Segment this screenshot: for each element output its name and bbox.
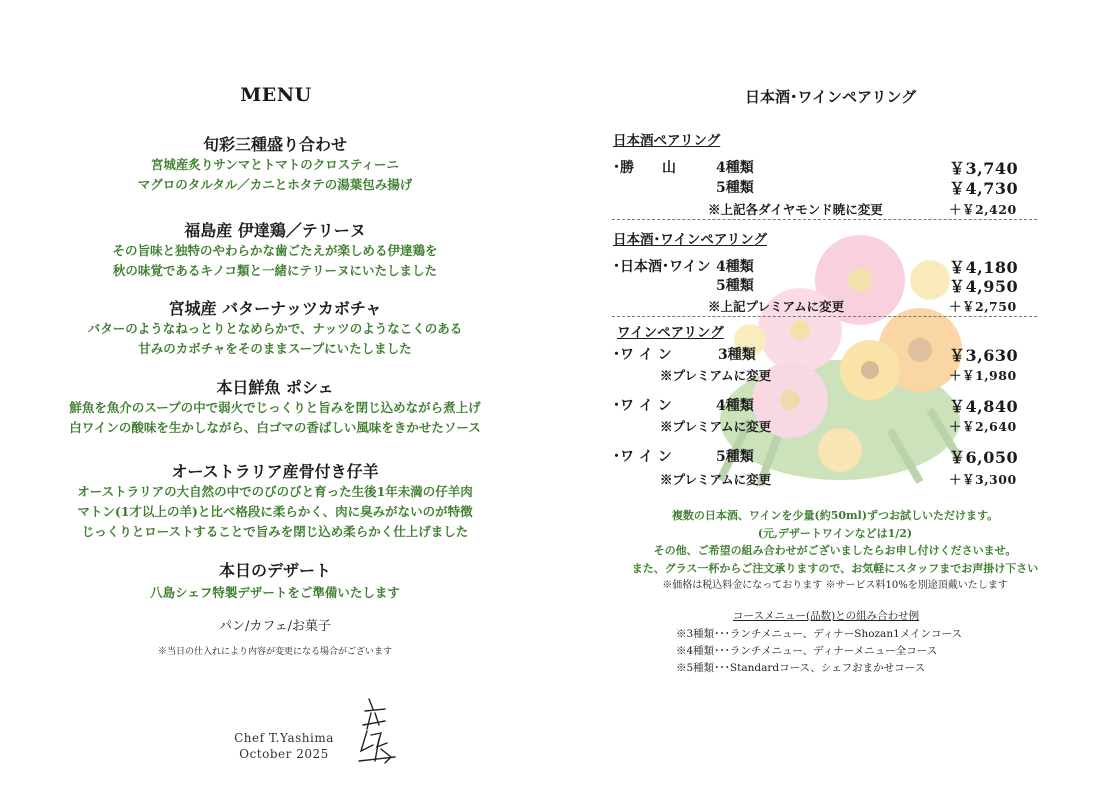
course-desc: 秋の味覚であるキノコ類と一緒にテリーヌにいたしました	[112, 263, 438, 278]
price-note: ※価格は税込料金になっております ※サービス料10%を別途頂戴いたします	[662, 580, 1008, 591]
wine-3-price: ￥3,630	[949, 346, 1019, 365]
sake-wine-upgrade-price: ＋￥2,750	[949, 299, 1017, 314]
chef-name: Chef T.Yashima	[234, 731, 334, 745]
course-desc: 鮮魚を魚介のスープの中で弱火でじっくりと旨みを閉じ込めながら煮上げ	[69, 400, 481, 415]
wine-5-count: 5種類	[716, 449, 754, 465]
course-name: 福島産 伊達鶏／テリーヌ	[184, 221, 366, 240]
sake-upgrade-price: ＋￥2,420	[949, 202, 1017, 217]
section-sake-heading: 日本酒ペアリング	[613, 133, 721, 149]
sake-wine-upgrade: ※上記プレミアムに変更	[708, 299, 845, 314]
course-desc: バターのようなねっとりとなめらかで、ナッツのようなこくのある	[87, 321, 463, 336]
wine-3-upgrade-price: ＋￥1,980	[949, 368, 1017, 383]
wine-5-upgrade: ※プレミアムに変更	[660, 472, 772, 487]
course-name: 宮城産 バターナッツカボチャ	[168, 299, 382, 318]
wine-3-label: ･ワ イ ン	[613, 347, 672, 363]
sake-wine-4-price: ￥4,180	[949, 258, 1019, 277]
course-desc: 白ワインの酸味を生かしながら、白ゴマの香ばしい風味をきかせたソース	[69, 420, 481, 435]
wine-3-count: 3種類	[718, 347, 756, 363]
wine-5-label: ･ワ イ ン	[613, 449, 672, 465]
course-desc: 甘みのカボチャをそのままスープにいたしました	[138, 341, 412, 356]
course-1	[30, 132, 520, 195]
combo-list	[676, 626, 962, 677]
notice: ※当日の仕入れにより内容が変更になる場合がございます	[157, 647, 392, 657]
course-desc: オーストラリアの大自然の中でのびのびと育った生後1年未満の仔羊肉	[77, 484, 473, 499]
wine-4-count: 4種類	[716, 398, 754, 414]
course-desc: その旨味と独特のやわらかな歯ごたえが楽しめる伊達鶏を	[112, 243, 438, 258]
section-sake-wine-heading: 日本酒･ワインペアリング	[613, 232, 768, 248]
course-4	[30, 375, 520, 438]
wine-5-upgrade-price: ＋￥3,300	[949, 472, 1017, 487]
sake-wine-4-count: 4種類	[716, 259, 754, 275]
sake-wine-5-count: 5種類	[716, 278, 754, 294]
pairing-title: 日本酒･ワインペアリング	[745, 88, 917, 106]
course-name: 本日のデザート	[218, 561, 331, 580]
course-desc: じっくりとローストすることで旨みを閉じ込め柔らかく仕上げました	[81, 524, 469, 539]
divider	[612, 316, 1037, 317]
sake-4-count: 4種類	[716, 160, 754, 176]
chef-credit	[222, 730, 346, 762]
sake-5-price: ￥4,730	[949, 179, 1019, 198]
course-desc: マグロのタルタル／カニとホタテの湯葉包み揚げ	[137, 177, 413, 192]
course-name: 本日鮮魚 ポシェ	[216, 378, 334, 397]
course-2	[30, 218, 520, 281]
course-5	[30, 459, 520, 542]
combo-item: ※3種類･･･ランチメニュー、ディナーShozan1メインコース	[676, 628, 963, 640]
wine-3-upgrade: ※プレミアムに変更	[660, 368, 772, 383]
combo-item: ※4種類･･･ランチメニュー、ディナーメニュー全コース	[676, 645, 938, 657]
course-3	[30, 296, 520, 359]
bread-line: パン/カフェ/お菓子	[218, 619, 332, 634]
wine-4-upgrade: ※プレミアムに変更	[660, 419, 772, 434]
sake-5-count: 5種類	[716, 180, 754, 196]
course-6	[30, 558, 520, 603]
wine-4-price: ￥4,840	[949, 397, 1019, 416]
wine-4-label: ･ワ イ ン	[613, 398, 672, 414]
combo-heading: コースメニュー(品数)との組み合わせ例	[733, 610, 920, 622]
sake-upgrade: ※上記各ダイヤモンド暁に変更	[708, 202, 883, 217]
combo-item: ※5種類･･･Standardコース、シェフおまかせコース	[676, 662, 926, 674]
chef-signature	[355, 695, 399, 767]
note-line: また、グラス一杯からご注文承りますので、お気軽にスタッフまでお声掛け下さい	[631, 561, 1039, 575]
course-name: オーストラリア産骨付き仔羊	[171, 462, 379, 481]
wine-4-upgrade-price: ＋￥2,640	[949, 419, 1017, 434]
sake-wine-label: ･日本酒･ワイン	[613, 259, 711, 275]
course-desc: 八島シェフ特製デザートをご準備いたします	[150, 585, 400, 600]
note-line: (元,デザートワインなどは1/2)	[757, 526, 913, 540]
course-desc: 宮城産炙りサンマとトマトのクロスティーニ	[150, 157, 400, 172]
sake-4-price: ￥3,740	[949, 159, 1019, 178]
note-line: 複数の日本酒、ワインを少量(約50ml)ずつお試しいただけます。	[671, 509, 999, 522]
sake-wine-5-price: ￥4,950	[949, 277, 1019, 296]
course-name: 旬彩三種盛り合わせ	[202, 135, 347, 154]
menu-title: MENU	[240, 84, 312, 106]
note-line: その他、ご希望の組み合わせがございましたらお申し付けくださいませ。	[653, 544, 1017, 557]
section-wine-heading: ワインペアリング	[617, 325, 724, 341]
menu-date: October 2025	[239, 747, 329, 761]
wine-5-price: ￥6,050	[949, 448, 1019, 467]
sake-label: ･勝 山	[613, 160, 676, 176]
pairing-notes	[600, 507, 1070, 595]
divider	[612, 219, 1037, 220]
course-desc: マトン(1才以上の羊)と比べ格段に柔らかく、肉に臭みがないのが特徴	[77, 504, 473, 519]
